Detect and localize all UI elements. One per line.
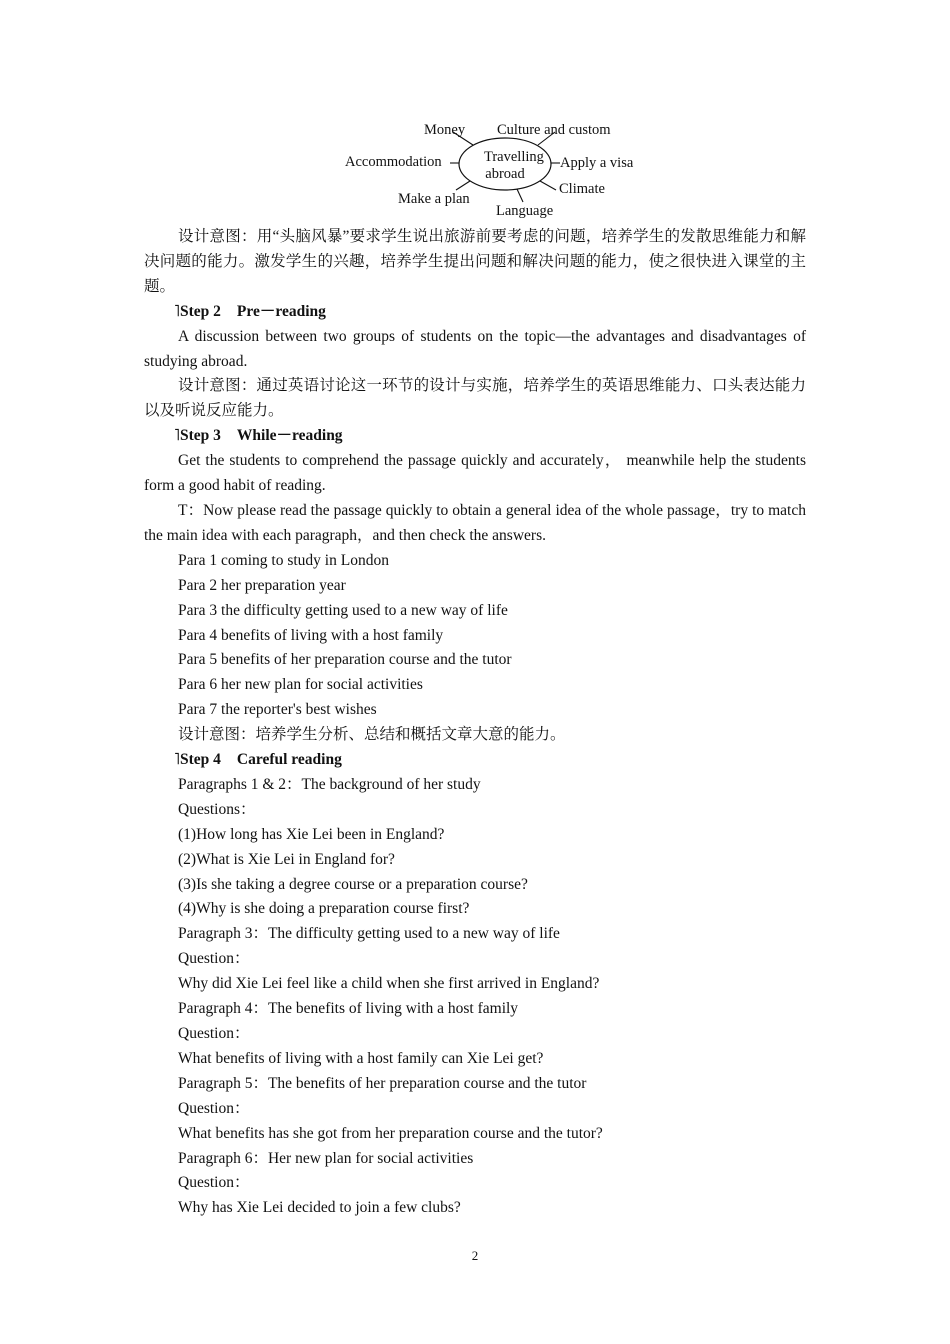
connector-climate — [540, 181, 556, 190]
careful-line: Question： — [178, 950, 250, 968]
step-2-heading — [144, 300, 806, 325]
para-item: Para 7 the reporter's best wishes — [178, 701, 377, 719]
careful-line: (4)Why is she doing a preparation course first? — [178, 900, 470, 918]
mind-map-center — [484, 149, 544, 182]
step-3-text: Get the students to comprehend the passage quickly and accurately， meanwhile help the students form a good habit of reading. — [144, 452, 806, 495]
para-item: Para 3 the difficulty getting used to a new way of life — [178, 601, 508, 619]
para-item: Para 5 benefits of her preparation course and the tutor — [178, 651, 512, 669]
connector-language — [517, 189, 523, 202]
node-language: Language — [496, 203, 554, 219]
para-item: Para 2 her preparation year — [178, 576, 346, 594]
careful-line: Paragraph 5：The benefits of her preparation course and the tutor — [178, 1074, 587, 1092]
careful-line: Paragraph 3：The difficulty getting used to a new way of life — [178, 925, 560, 943]
para-item: Para 6 her new plan for social activities — [178, 676, 423, 694]
node-culture: Culture and custom — [497, 122, 611, 138]
careful-line: Question： — [178, 1099, 250, 1117]
step-3-title: While－reading — [236, 427, 343, 445]
center-line-1: Travelling — [484, 149, 544, 165]
careful-line: Questions： — [178, 800, 256, 818]
design-intent-1: 设计意图：用“头脑风暴”要求学生说出旅游前要考虑的问题，培养学生的发散思维能力和解决问题的能力。激发学生的兴趣，培养学生提出问题和解决问题的能力，使之很快进入课堂的主题。 — [144, 228, 806, 295]
center-line-2: abroad — [485, 165, 525, 182]
step-marker-icon: ˥ — [174, 751, 180, 769]
step-2-label: Step 2 — [180, 302, 221, 320]
careful-line: Question： — [178, 1174, 250, 1192]
node-climate: Climate — [559, 181, 605, 197]
design-intent-3: 设计意图：培养学生分析、总结和概括文章大意的能力。 — [178, 726, 566, 744]
node-accommodation: Accommodation — [345, 154, 442, 170]
careful-line: Paragraph 4：The benefits of living with a host family — [178, 1000, 519, 1018]
step-marker-icon: ˥ — [174, 302, 180, 320]
careful-line: Question： — [178, 1025, 250, 1042]
careful-line: Why did Xie Lei feel like a child when she first arrived in England? — [178, 975, 600, 993]
teacher-instruction: T：Now please read the passage quickly to obtain a general idea of the whole passage，try to match the main idea with each paragraph，and then check the answers. — [144, 501, 806, 544]
careful-line: What benefits has she got from her preparation course and the tutor? — [178, 1124, 603, 1142]
document-body — [144, 225, 806, 1221]
step-2-title: Pre－reading — [236, 302, 326, 320]
node-visa: Apply a visa — [560, 155, 634, 171]
node-money: Money — [424, 122, 466, 138]
para-item: Para 4 benefits of living with a host family — [178, 626, 444, 644]
step-4-heading — [144, 748, 806, 773]
step-4-label: Step 4 — [180, 751, 221, 769]
careful-line: What benefits of living with a host family can Xie Lei get? — [178, 1049, 544, 1067]
careful-line: (3)Is she taking a degree course or a preparation course? — [178, 875, 528, 893]
connector-plan — [456, 181, 470, 190]
careful-line: Paragraphs 1 & 2：The background of her study — [178, 775, 481, 793]
design-intent-2: 设计意图：通过英语讨论这一环节的设计与实施，培养学生的英语思维能力、口头表达能力以及听说反应能力。 — [144, 377, 806, 420]
careful-line: (1)How long has Xie Lei been in England? — [178, 825, 445, 843]
step-3-label: Step 3 — [180, 427, 221, 445]
node-plan: Make a plan — [398, 191, 470, 207]
careful-line: (2)What is Xie Lei in England for? — [178, 850, 395, 868]
step-4-title: Careful reading — [236, 751, 342, 769]
page-number: 2 — [471, 1248, 479, 1263]
para-item: Para 1 coming to study in London — [178, 551, 389, 569]
careful-line: Paragraph 6：Her new plan for social activities — [178, 1149, 474, 1167]
careful-line: Why has Xie Lei decided to join a few clubs? — [178, 1199, 461, 1217]
step-3-heading — [144, 424, 806, 449]
mind-map-diagram — [330, 112, 660, 224]
step-marker-icon: ˥ — [174, 427, 180, 445]
step-2-text: A discussion between two groups of students on the topic—the advantages and disadvantages of studying abroad. — [144, 327, 806, 370]
